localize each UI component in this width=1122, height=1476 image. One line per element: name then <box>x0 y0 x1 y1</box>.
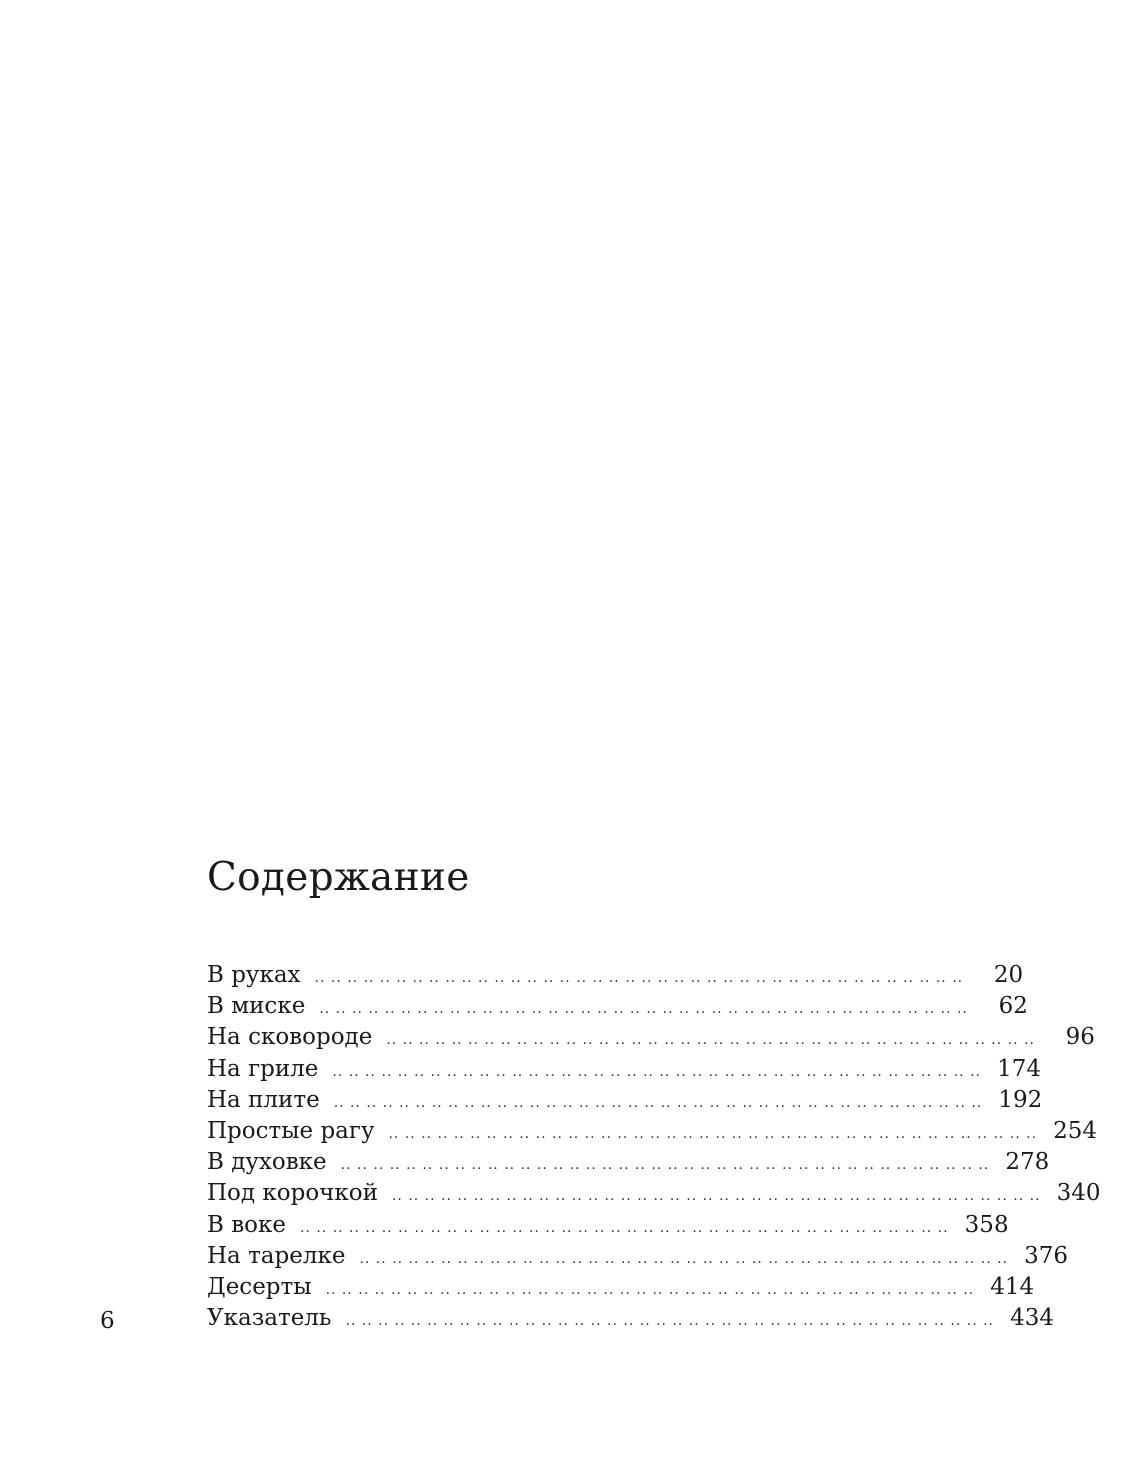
toc-entry-label: На гриле <box>207 1055 319 1082</box>
toc-entry-pod-korochkoj[interactable] <box>207 1178 1101 1209</box>
toc-entry-page: 340 <box>1056 1180 1101 1207</box>
toc-entry-na-tarelke[interactable] <box>207 1241 1069 1272</box>
toc-entry-na-grile[interactable] <box>207 1054 1041 1085</box>
toc-entry-label: Указатель <box>207 1305 332 1332</box>
toc-entry-label: На сковороде <box>207 1024 373 1051</box>
dot-leader: .. .. .. .. .. .. .. .. .. .. .. .. .. .. .. .. .. .. .. .. .. .. .. .. .. .. .. .. .. .. .. .. .. .. .. .. .. .. .. .. <box>332 1063 981 1080</box>
toc-list <box>207 960 1101 1334</box>
toc-entry-page: 358 <box>964 1211 1009 1238</box>
toc-entry-page: 192 <box>998 1086 1043 1113</box>
toc-entry-label: Десерты <box>207 1273 312 1300</box>
toc-entry-page: 414 <box>990 1273 1035 1300</box>
toc-entry-page: 254 <box>1053 1117 1098 1144</box>
toc-entry-page: 96 <box>1065 1024 1095 1051</box>
dot-leader: .. .. .. .. .. .. .. .. .. .. .. .. .. .. .. .. .. .. .. .. .. .. .. .. .. .. .. .. .. .. .. .. .. .. .. .. .. .. .. .. <box>386 1032 1035 1049</box>
toc-entry-v-duhovke[interactable] <box>207 1147 1050 1178</box>
toc-entry-label: На плите <box>207 1086 320 1113</box>
toc-entry-na-skovorode[interactable] <box>207 1022 1095 1053</box>
toc-entry-page: 434 <box>1010 1305 1055 1332</box>
toc-title: Содержание <box>207 855 470 900</box>
toc-entry-deserty[interactable] <box>207 1272 1035 1303</box>
toc-entry-label: В миске <box>207 993 306 1020</box>
dot-leader: .. .. .. .. .. .. .. .. .. .. .. .. .. .. .. .. .. .. .. .. .. .. .. .. .. .. .. .. .. .. .. .. .. .. .. .. .. .. .. .. <box>319 1001 968 1018</box>
toc-entry-ukazatel[interactable] <box>207 1303 1055 1334</box>
dot-leader: .. .. .. .. .. .. .. .. .. .. .. .. .. .. .. .. .. .. .. .. .. .. .. .. .. .. .. .. .. .. .. .. .. .. .. .. .. .. .. .. <box>325 1281 975 1298</box>
dot-leader: .. .. .. .. .. .. .. .. .. .. .. .. .. .. .. .. .. .. .. .. .. .. .. .. .. .. .. .. .. .. .. .. .. .. .. .. .. .. .. .. <box>314 970 964 986</box>
toc-entry-label: Простые рагу <box>207 1117 375 1144</box>
page-number: 6 <box>100 1308 115 1334</box>
dot-leader: .. .. .. .. .. .. .. .. .. .. .. .. .. .. .. .. .. .. .. .. .. .. .. .. .. .. .. .. .. .. .. .. .. .. .. .. .. .. .. .. <box>359 1250 1009 1267</box>
toc-entry-page: 278 <box>1005 1149 1050 1176</box>
toc-entry-label: Под корочкой <box>207 1180 378 1207</box>
toc-entry-label: На тарелке <box>207 1242 346 1269</box>
dot-leader: .. .. .. .. .. .. .. .. .. .. .. .. .. .. .. .. .. .. .. .. .. .. .. .. .. .. .. .. .. .. .. .. .. .. .. .. .. .. .. .. <box>340 1157 990 1174</box>
toc-entry-page: 174 <box>997 1055 1041 1082</box>
toc-entry-page: 20 <box>993 962 1024 988</box>
toc-entry-prostye-ragu[interactable] <box>207 1116 1098 1147</box>
dot-leader: .. .. .. .. .. .. .. .. .. .. .. .. .. .. .. .. .. .. .. .. .. .. .. .. .. .. .. .. .. .. .. .. .. .. .. .. .. .. .. .. <box>300 1219 949 1236</box>
toc-entry-na-plite[interactable] <box>207 1085 1043 1116</box>
toc-entry-v-voke[interactable] <box>207 1210 1009 1241</box>
toc-entry-label: В духовке <box>207 1149 327 1176</box>
toc-entry-label: В руках <box>207 962 301 988</box>
dot-leader: .. .. .. .. .. .. .. .. .. .. .. .. .. .. .. .. .. .. .. .. .. .. .. .. .. .. .. .. .. .. .. .. .. .. .. .. .. .. .. .. <box>345 1313 995 1330</box>
toc-entry-label: В воке <box>207 1211 286 1238</box>
dot-leader: .. .. .. .. .. .. .. .. .. .. .. .. .. .. .. .. .. .. .. .. .. .. .. .. .. .. .. .. .. .. .. .. .. .. .. .. .. .. .. .. <box>388 1125 1038 1142</box>
toc-entry-page: 62 <box>998 993 1028 1020</box>
toc-entry-page: 376 <box>1024 1242 1069 1269</box>
dot-leader: .. .. .. .. .. .. .. .. .. .. .. .. .. .. .. .. .. .. .. .. .. .. .. .. .. .. .. .. .. .. .. .. .. .. .. .. .. .. .. .. <box>333 1094 983 1111</box>
dot-leader: .. .. .. .. .. .. .. .. .. .. .. .. .. .. .. .. .. .. .. .. .. .. .. .. .. .. .. .. .. .. .. .. .. .. .. .. .. .. .. .. <box>391 1188 1041 1205</box>
toc-entry-v-miske[interactable] <box>207 991 1028 1022</box>
toc-entry-v-rukah[interactable] <box>207 960 1024 991</box>
